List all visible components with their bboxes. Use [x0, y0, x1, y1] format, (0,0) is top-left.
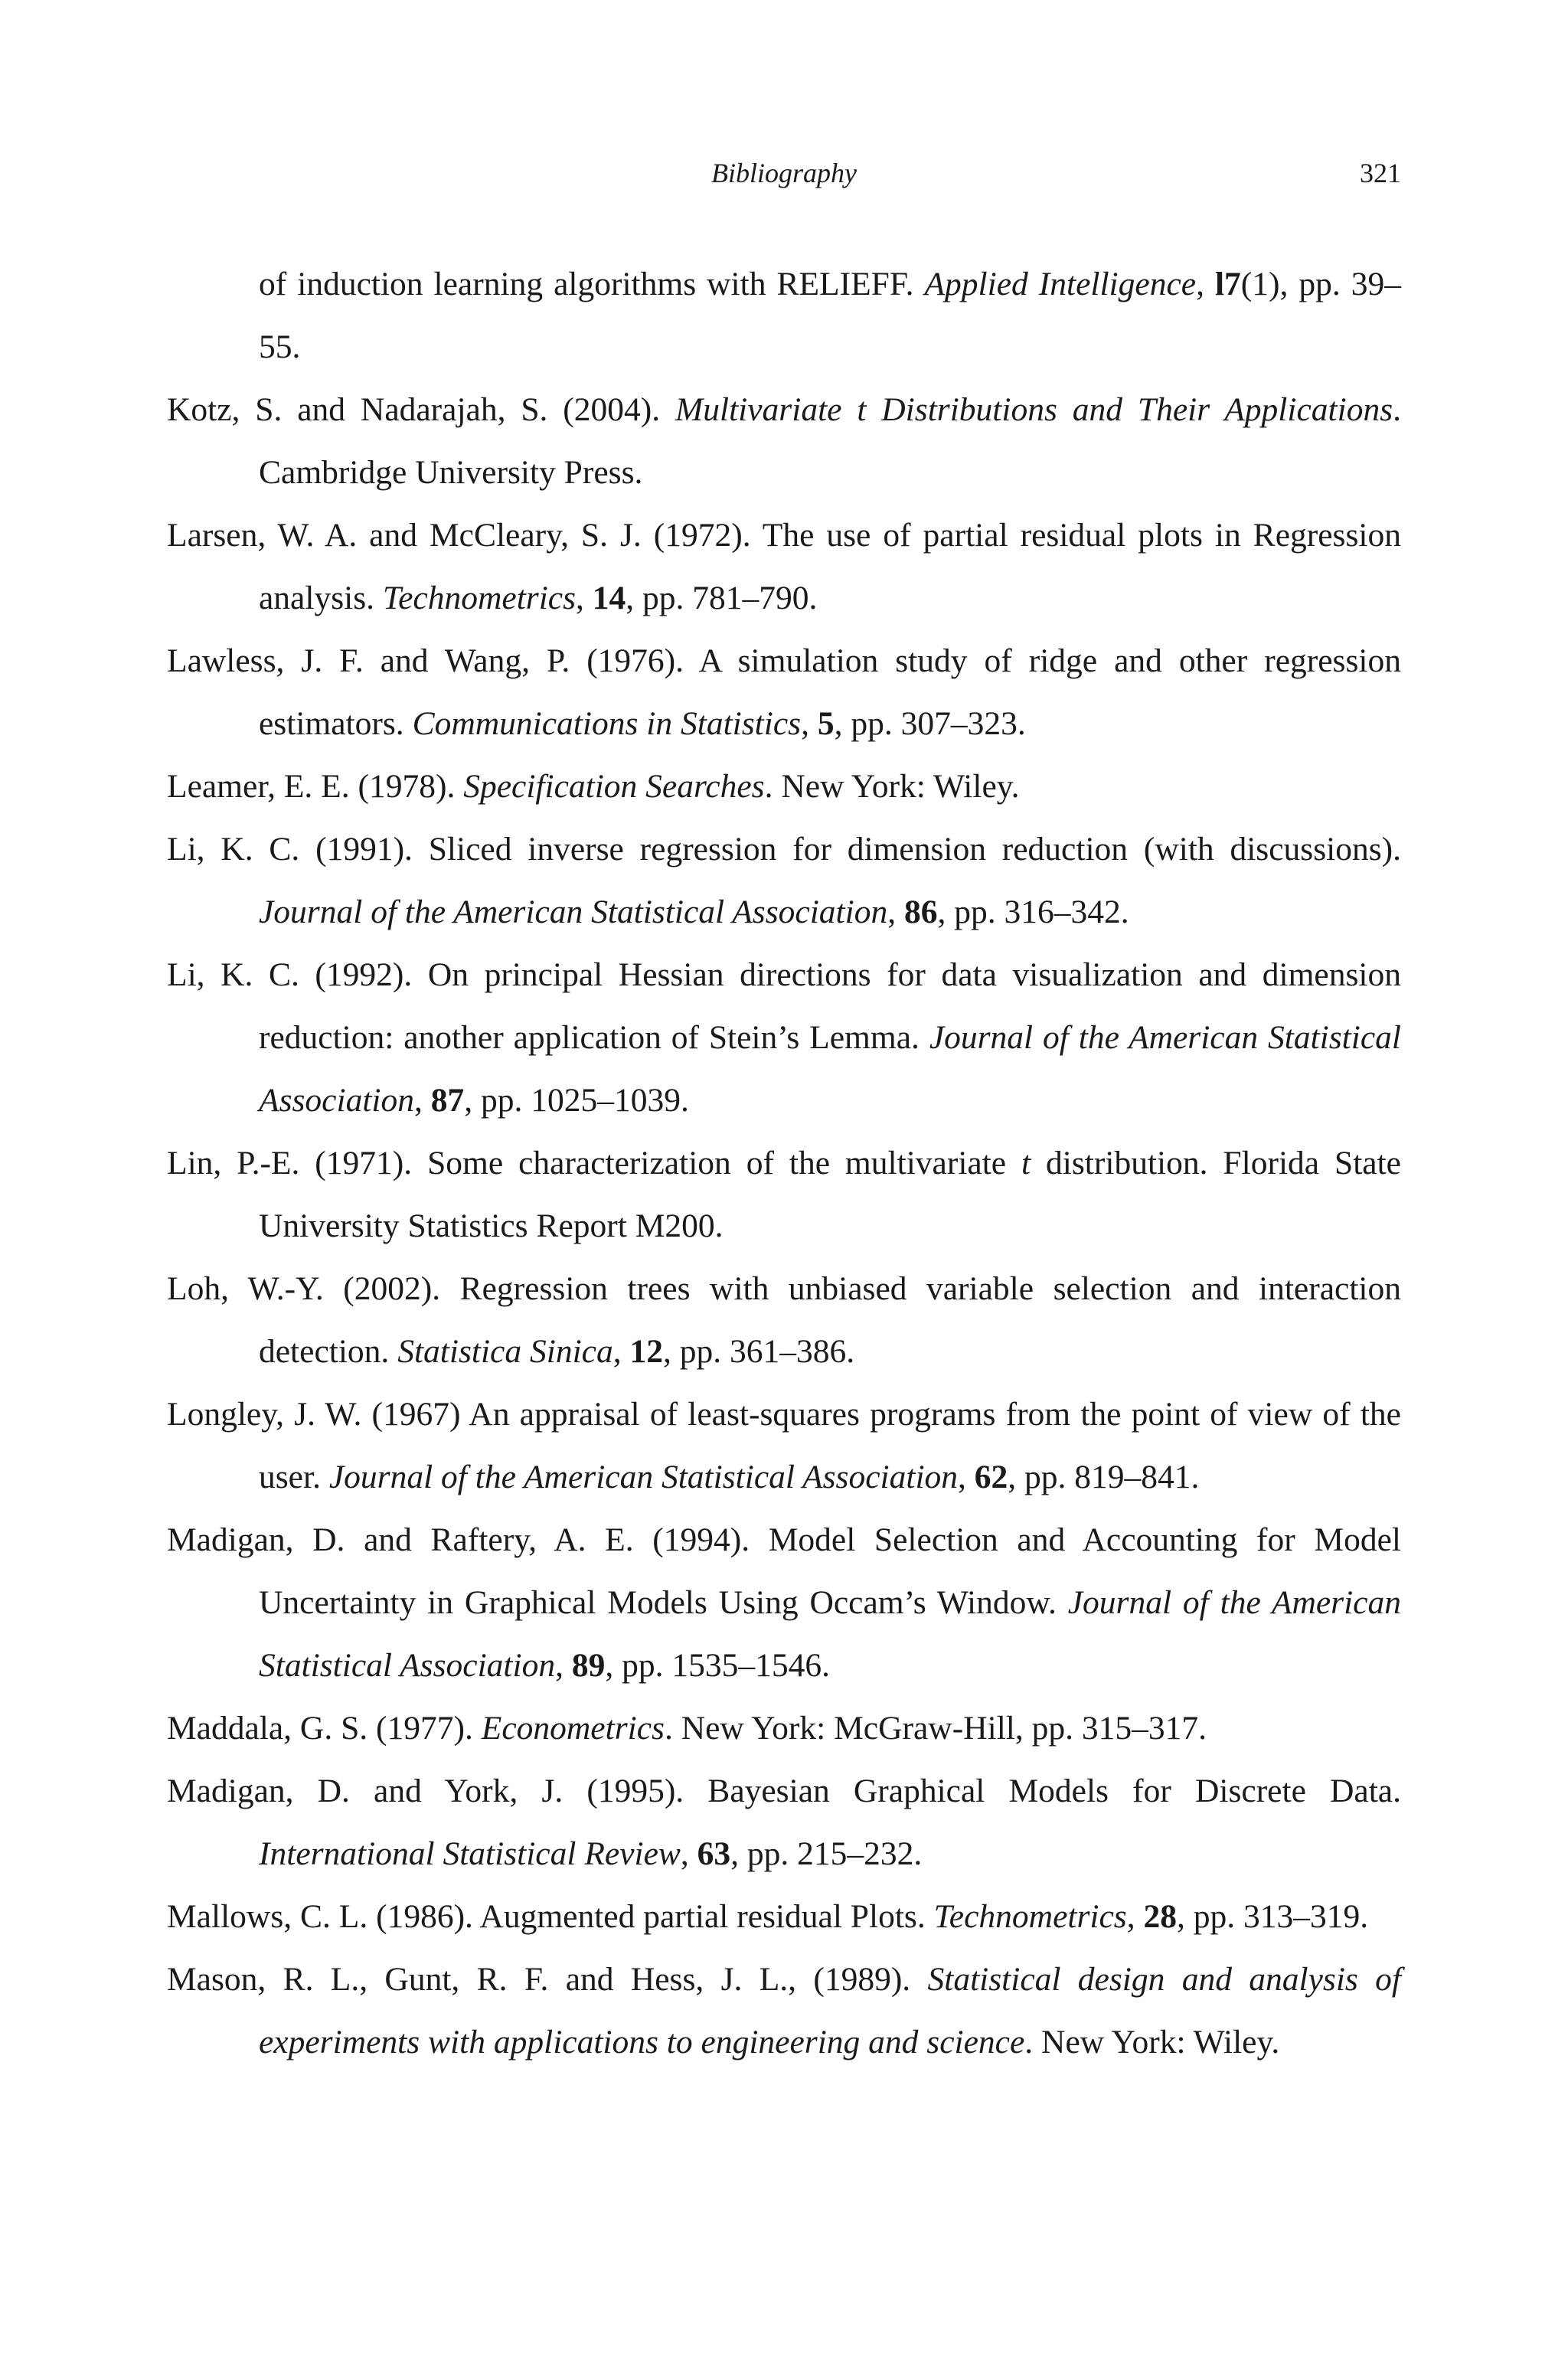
bib-entry-text: 63	[697, 1835, 731, 1872]
bib-entry-text: Technometrics	[382, 580, 577, 616]
bib-entry-text: ,	[680, 1835, 697, 1872]
bib-entry-mallows-1986	[167, 1885, 1401, 1948]
bib-entry-text: Communications in Statistics	[412, 705, 802, 742]
bibliography-list	[167, 253, 1401, 2074]
bib-entry-text: Statistica Sinica	[397, 1333, 613, 1370]
bib-entry-text: , pp. 307–323.	[834, 705, 1026, 742]
bib-entry-text: Technometrics	[933, 1898, 1127, 1935]
bib-entry-text: distribution. Florida State University Statistics Report M200.	[259, 1145, 1401, 1244]
bib-entry-text: l7	[1214, 266, 1241, 302]
bib-entry-text: , pp. 215–232.	[730, 1835, 923, 1872]
page-number: 321	[1360, 158, 1401, 188]
bib-entry-text: International Statistical Review	[259, 1835, 681, 1872]
bib-entry-madigan-raftery-1994	[167, 1508, 1401, 1697]
bib-entry-text: t	[1021, 1145, 1031, 1181]
bib-entry-text: ,	[887, 894, 904, 930]
bib-entry-li-1991	[167, 818, 1401, 943]
bib-entry-text: . New York: McGraw-Hill, pp. 315–317.	[664, 1710, 1207, 1747]
bib-entry-text: Lin, P.-E. (1971). Some characterization of the multivariate	[167, 1145, 1022, 1181]
bib-entry-text: Mallows, C. L. (1986). Augmented partial residual Plots.	[167, 1898, 934, 1935]
bib-entry-text: ,	[555, 1647, 572, 1684]
bib-entry-text: Li, K. C. (1992). On principal Hessian directions for data visualization and dimension reduction: another application of Stein’s Lemma.	[167, 956, 1401, 1056]
bib-entry-text: Madigan, D. and Raftery, A. E. (1994). Model Selection and Accounting for Model Uncertainty in Graphical Models Using Occam’s Window.	[167, 1521, 1401, 1621]
bib-entry-text: (1), pp. 39–55.	[259, 266, 1401, 365]
bib-entry-text: ,	[1126, 1898, 1144, 1935]
bib-entry-text: Kotz, S. and Nadarajah, S. (2004).	[167, 391, 675, 428]
bib-entry-text: Leamer, E. E. (1978).	[167, 768, 464, 805]
bib-entry-text: Journal of the American Statistical Association	[259, 1584, 1401, 1684]
bib-entry-text: Loh, W.-Y. (2002). Regression trees with unbiased variable selection and interaction detection.	[167, 1270, 1401, 1370]
bib-entry-text: . New York: Wiley.	[1024, 2024, 1280, 2060]
bib-entry-larsen-1972	[167, 504, 1401, 629]
bib-entry-text: 89	[571, 1647, 606, 1684]
bib-entry-kotz-2004	[167, 378, 1401, 504]
bib-entry-text: , pp. 1025–1039.	[464, 1082, 689, 1119]
bib-entry-maddala-1977	[167, 1697, 1401, 1760]
bib-entry-text: Journal of the American Statistical Association	[328, 1459, 959, 1495]
running-head	[167, 157, 1401, 195]
bib-entry-li-1992	[167, 943, 1401, 1132]
bib-entry-text: Applied Intelligence	[924, 266, 1197, 302]
bib-entry-lin-1971	[167, 1132, 1401, 1257]
bib-entry-relieff-cont	[167, 253, 1401, 378]
bib-entry-text: of induction learning algorithms with RELIEFF.	[259, 266, 925, 302]
bib-entry-text: . Cambridge University Press.	[259, 391, 1401, 491]
bib-entry-loh-2002	[167, 1257, 1401, 1383]
bib-entry-text: ,	[1196, 266, 1215, 302]
bib-entry-text: 62	[974, 1459, 1008, 1495]
running-title: Bibliography	[711, 158, 857, 188]
bib-entry-text: 5	[817, 705, 835, 742]
bib-entry-text: Multivariate t Distributions and Their Applications	[675, 391, 1393, 428]
bib-entry-text: Journal of the American Statistical Association	[259, 894, 888, 930]
bib-entry-text: 28	[1143, 1898, 1177, 1935]
bib-entry-text: ,	[576, 580, 593, 616]
bib-entry-text: , pp. 1535–1546.	[605, 1647, 830, 1684]
bib-entry-madigan-york-1995	[167, 1760, 1401, 1885]
bib-entry-text: Mason, R. L., Gunt, R. F. and Hess, J. L., (1989).	[167, 1961, 928, 1998]
bib-entry-text: , pp. 361–386.	[662, 1333, 855, 1370]
bib-entry-mason-1989	[167, 1948, 1401, 2074]
bib-entry-text: Journal of the American Statistical Association	[259, 1019, 1401, 1119]
bib-entry-text: 86	[903, 894, 938, 930]
bib-entry-text: 14	[592, 580, 626, 616]
bib-entry-text: , pp. 781–790.	[626, 580, 818, 616]
bib-entry-text: ,	[958, 1459, 975, 1495]
bib-entry-lawless-1976	[167, 629, 1401, 755]
bib-entry-text: Maddala, G. S. (1977).	[167, 1710, 482, 1747]
bib-entry-text: ,	[612, 1333, 630, 1370]
bib-entry-longley-1967	[167, 1383, 1401, 1508]
bib-entry-leamer-1978	[167, 755, 1401, 818]
bib-entry-text: 87	[430, 1082, 465, 1119]
bib-entry-text: Lawless, J. F. and Wang, P. (1976). A simulation study of ridge and other regression estimators.	[167, 642, 1401, 742]
bib-entry-text: Larsen, W. A. and McCleary, S. J. (1972). The use of partial residual plots in Regression analysis.	[167, 517, 1401, 616]
bib-entry-text: ,	[801, 705, 818, 742]
bib-entry-text: Statistical design and analysis of experiments with applications to engineering and science	[259, 1961, 1401, 2060]
bib-entry-text: 12	[629, 1333, 663, 1370]
bib-entry-text: , pp. 313–319.	[1176, 1898, 1369, 1935]
bib-entry-text: Specification Searches	[463, 768, 765, 805]
bib-entry-text: Longley, J. W. (1967) An appraisal of least-squares programs from the point of view of the user.	[167, 1396, 1401, 1495]
bib-entry-text: . New York: Wiley.	[764, 768, 1020, 805]
bib-entry-text: Econometrics	[481, 1710, 665, 1747]
bib-entry-text: , pp. 819–841.	[1008, 1459, 1200, 1495]
bib-entry-text: Madigan, D. and York, J. (1995). Bayesian Graphical Models for Discrete Data.	[167, 1773, 1401, 1809]
bib-entry-text: , pp. 316–342.	[937, 894, 1129, 930]
bib-entry-text: ,	[414, 1082, 431, 1119]
bib-entry-text: Li, K. C. (1991). Sliced inverse regression for dimension reduction (with discussions).	[167, 831, 1401, 868]
